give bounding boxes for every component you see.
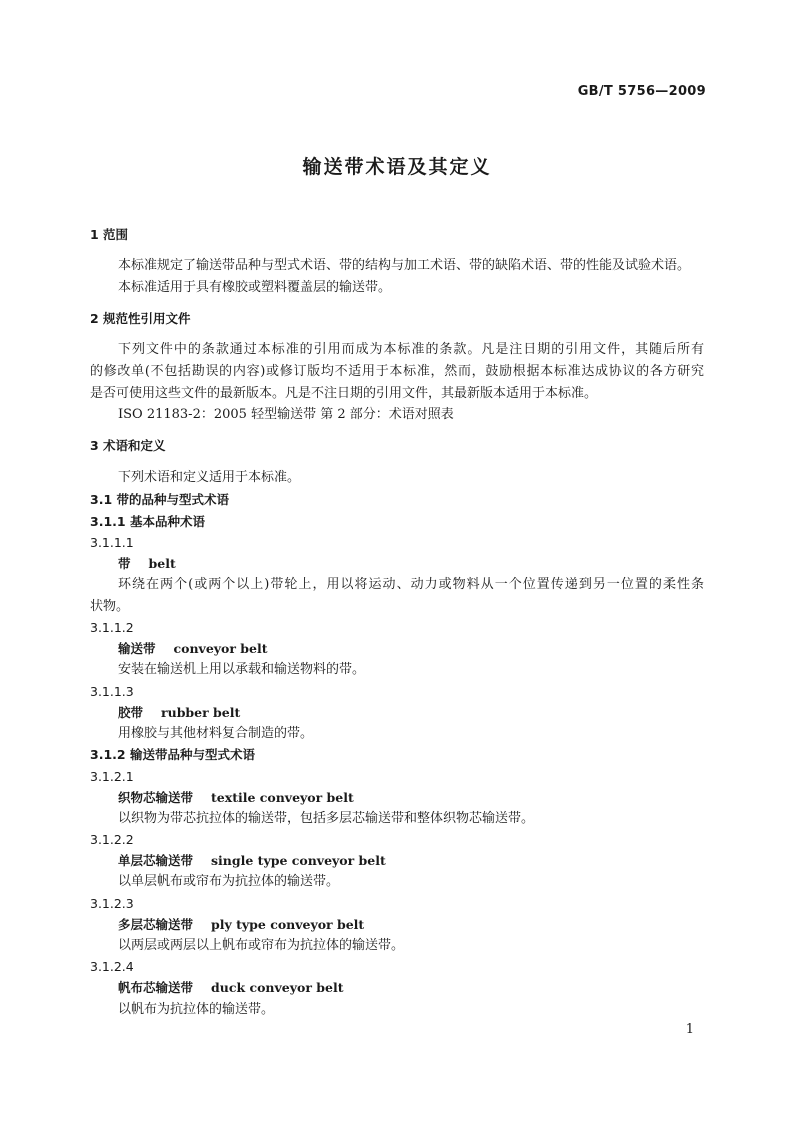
term-chinese: 胶带 (118, 705, 144, 720)
term-english: conveyor belt (173, 641, 268, 656)
subsection-3-1-2-heading: 3.1.2 输送带品种与型式术语 (90, 747, 255, 762)
term-title (118, 641, 268, 657)
term-chinese: 带 (118, 556, 131, 571)
term-english: textile conveyor belt (211, 790, 354, 805)
term-definition: 以织物为带芯抗拉体的输送带，包括多层芯输送带和整体织物芯输送带。 (118, 811, 535, 826)
section-1-paragraph-1: 本标准规定了输送带品种与型式术语、带的结构与加工术语、带的缺陷术语、带的性能及试验术语。 (118, 258, 691, 273)
term-title (118, 980, 343, 996)
section-3-heading: 3 术语和定义 (90, 438, 166, 453)
term-title (118, 790, 354, 806)
term-definition: 用橡胶与其他材料复合制造的带。 (118, 726, 314, 741)
term-number: 3.1.2.1 (90, 769, 134, 784)
term-definition: 安装在输送机上用以承载和输送物料的带。 (118, 662, 366, 677)
term-english: belt (148, 556, 176, 571)
term-english: ply type conveyor belt (211, 917, 365, 932)
subsection-3-1-heading: 3.1 带的品种与型式术语 (90, 492, 229, 507)
term-definition: 以两层或两层以上帆布或帘布为抗拉体的输送带。 (118, 938, 405, 953)
document-title: 输送带术语及其定义 (302, 156, 492, 178)
section-3-intro: 下列术语和定义适用于本标准。 (118, 470, 301, 485)
term-definition-line-1: 环绕在两个(或两个以上)带轮上，用以将运动、动力或物料从一个位置传递到另一位置的柔性条 (118, 577, 704, 592)
term-number: 3.1.2.3 (90, 896, 134, 911)
section-2-heading: 2 规范性引用文件 (90, 311, 191, 326)
term-title (118, 853, 386, 869)
term-number: 3.1.1.1 (90, 535, 134, 550)
term-chinese: 织物芯输送带 (118, 790, 194, 805)
section-2-paragraph-line-1: 下列文件中的条款通过本标准的引用而成为本标准的条款。凡是注日期的引用文件，其随后所有 (118, 342, 704, 357)
term-number: 3.1.1.3 (90, 684, 134, 699)
term-number: 3.1.2.2 (90, 832, 134, 847)
term-chinese: 输送带 (118, 641, 156, 656)
term-english: single type conveyor belt (211, 853, 386, 868)
term-chinese: 多层芯输送带 (118, 917, 194, 932)
normative-reference: ISO 21183-2：2005 轻型输送带 第 2 部分：术语对照表 (118, 407, 454, 422)
term-chinese: 帆布芯输送带 (118, 980, 194, 995)
term-definition-line-2: 状物。 (90, 599, 130, 614)
term-title (118, 705, 240, 721)
term-chinese: 单层芯输送带 (118, 853, 194, 868)
term-definition: 以帆布为抗拉体的输送带。 (118, 1002, 275, 1017)
term-definition: 以单层帆布或帘布为抗拉体的输送带。 (118, 874, 340, 889)
section-2-paragraph-line-3: 是否可使用这些文件的最新版本。凡是不注日期的引用文件，其最新版本适用于本标准。 (90, 386, 598, 401)
section-1-heading: 1 范围 (90, 227, 129, 242)
term-title (118, 556, 176, 572)
term-number: 3.1.1.2 (90, 620, 134, 635)
page-number: 1 (685, 1022, 694, 1037)
standard-code: GB/T 5756—2009 (577, 84, 706, 99)
term-english: duck conveyor belt (211, 980, 344, 995)
term-english: rubber belt (161, 705, 241, 720)
subsection-3-1-1-heading: 3.1.1 基本品种术语 (90, 514, 205, 529)
term-number: 3.1.2.4 (90, 959, 134, 974)
section-2-paragraph-line-2: 的修改单(不包括勘误的内容)或修订版均不适用于本标准，然而，鼓励根据本标准达成协议的各方研究 (90, 364, 704, 379)
term-title (118, 917, 364, 933)
section-1-paragraph-2: 本标准适用于具有橡胶或塑料覆盖层的输送带。 (118, 280, 392, 295)
